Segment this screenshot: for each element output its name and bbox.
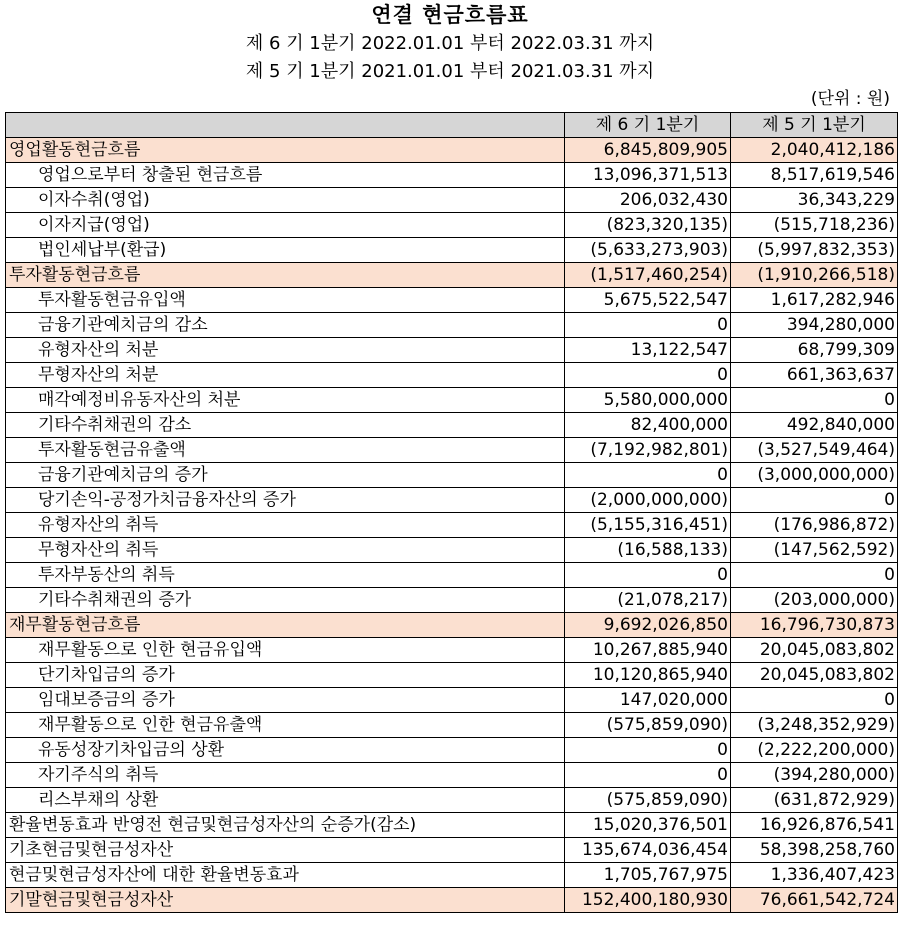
table-row [6, 613, 898, 638]
current-period-amount: 1,705,767,975 [565, 863, 731, 888]
current-period-amount: (16,588,133) [565, 538, 731, 563]
table-row [6, 413, 898, 438]
table-row [6, 388, 898, 413]
prior-period-amount: 492,840,000 [731, 413, 898, 438]
row-label: 금융기관예치금의 감소 [6, 313, 565, 338]
table-row [6, 638, 898, 663]
table-row [6, 288, 898, 313]
prior-period-amount: 8,517,619,546 [731, 163, 898, 188]
prior-period-amount: 16,926,876,541 [731, 813, 898, 838]
table-row [6, 488, 898, 513]
row-label: 재무활동으로 인한 현금유출액 [6, 713, 565, 738]
table-row [6, 338, 898, 363]
row-label: 투자활동현금흐름 [6, 263, 565, 288]
row-label: 무형자산의 취득 [6, 538, 565, 563]
prior-period-amount: 68,799,309 [731, 338, 898, 363]
table-row [6, 363, 898, 388]
cash-flow-table [5, 112, 898, 913]
current-period-amount: (2,000,000,000) [565, 488, 731, 513]
period-current: 제 6 기 1분기 2022.01.01 부터 2022.03.31 까지 [245, 33, 655, 54]
prior-period-amount: (5,997,832,353) [731, 238, 898, 263]
table-row [6, 188, 898, 213]
current-period-amount: 5,580,000,000 [565, 388, 731, 413]
current-period-amount: (575,859,090) [565, 713, 731, 738]
row-label: 영업으로부터 창출된 현금흐름 [6, 163, 565, 188]
current-period-amount: 82,400,000 [565, 413, 731, 438]
current-period-amount: 6,845,809,905 [565, 138, 731, 163]
current-period-amount: 9,692,026,850 [565, 613, 731, 638]
table-row [6, 838, 898, 863]
header-prior-period: 제 5 기 1분기 [731, 113, 898, 138]
table-row [6, 513, 898, 538]
row-label: 유형자산의 처분 [6, 338, 565, 363]
row-label: 기초현금및현금성자산 [6, 838, 565, 863]
table-row [6, 713, 898, 738]
row-label: 이자지급(영업) [6, 213, 565, 238]
prior-period-amount: (176,986,872) [731, 513, 898, 538]
prior-period-amount: 20,045,083,802 [731, 638, 898, 663]
table-row [6, 138, 898, 163]
current-period-amount: 0 [565, 313, 731, 338]
row-label: 유동성장기차입금의 상환 [6, 738, 565, 763]
current-period-amount: (5,633,273,903) [565, 238, 731, 263]
prior-period-amount: 36,343,229 [731, 188, 898, 213]
row-label: 금융기관예치금의 증가 [6, 463, 565, 488]
table-row [6, 463, 898, 488]
table-row [6, 263, 898, 288]
row-label: 이자수취(영업) [6, 188, 565, 213]
table-row [6, 863, 898, 888]
row-label: 유형자산의 취득 [6, 513, 565, 538]
row-label: 재무활동현금흐름 [6, 613, 565, 638]
current-period-amount: 0 [565, 763, 731, 788]
current-period-amount: 0 [565, 463, 731, 488]
table-row [6, 688, 898, 713]
table-row [6, 738, 898, 763]
current-period-amount: (575,859,090) [565, 788, 731, 813]
row-label: 투자활동현금유출액 [6, 438, 565, 463]
current-period-amount: 15,020,376,501 [565, 813, 731, 838]
prior-period-amount: 0 [731, 488, 898, 513]
prior-period-amount: 76,661,542,724 [731, 888, 898, 913]
current-period-amount: 10,120,865,940 [565, 663, 731, 688]
row-label: 기말현금및현금성자산 [6, 888, 565, 913]
table-row [6, 438, 898, 463]
row-label: 매각예정비유동자산의 처분 [6, 388, 565, 413]
table-row [6, 163, 898, 188]
row-label: 법인세납부(환급) [6, 238, 565, 263]
table-row [6, 788, 898, 813]
row-label: 투자활동현금유입액 [6, 288, 565, 313]
table-header-row [6, 113, 898, 138]
row-label: 단기차입금의 증가 [6, 663, 565, 688]
prior-period-amount: 0 [731, 388, 898, 413]
current-period-amount: 206,032,430 [565, 188, 731, 213]
unit-label: (단위 : 원) [810, 89, 890, 109]
row-label: 당기손익-공정가치금융자산의 증가 [6, 488, 565, 513]
prior-period-amount: 0 [731, 563, 898, 588]
prior-period-amount: (515,718,236) [731, 213, 898, 238]
row-label: 리스부채의 상환 [6, 788, 565, 813]
current-period-amount: 13,096,371,513 [565, 163, 731, 188]
row-label: 재무활동으로 인한 현금유입액 [6, 638, 565, 663]
current-period-amount: (823,320,135) [565, 213, 731, 238]
prior-period-amount: (1,910,266,518) [731, 263, 898, 288]
prior-period-amount: (631,872,929) [731, 788, 898, 813]
table-row [6, 538, 898, 563]
prior-period-amount: (3,000,000,000) [731, 463, 898, 488]
row-label: 영업활동현금흐름 [6, 138, 565, 163]
prior-period-amount: 394,280,000 [731, 313, 898, 338]
current-period-amount: (7,192,982,801) [565, 438, 731, 463]
table-body [6, 138, 898, 913]
row-label: 기타수취채권의 감소 [6, 413, 565, 438]
current-period-amount: (1,517,460,254) [565, 263, 731, 288]
prior-period-amount: 20,045,083,802 [731, 663, 898, 688]
current-period-amount: 0 [565, 738, 731, 763]
prior-period-amount: 661,363,637 [731, 363, 898, 388]
table-row [6, 213, 898, 238]
row-label: 무형자산의 처분 [6, 363, 565, 388]
row-label: 임대보증금의 증가 [6, 688, 565, 713]
report-header [0, 0, 900, 86]
row-label: 자기주식의 취득 [6, 763, 565, 788]
prior-period-amount: 2,040,412,186 [731, 138, 898, 163]
current-period-amount: 0 [565, 363, 731, 388]
prior-period-amount: 16,796,730,873 [731, 613, 898, 638]
table-row [6, 563, 898, 588]
prior-period-amount: (3,527,549,464) [731, 438, 898, 463]
prior-period-amount: 1,617,282,946 [731, 288, 898, 313]
current-period-amount: 10,267,885,940 [565, 638, 731, 663]
table-row [6, 238, 898, 263]
row-label: 환율변동효과 반영전 현금및현금성자산의 순증가(감소) [6, 813, 565, 838]
current-period-amount: 147,020,000 [565, 688, 731, 713]
period-prior: 제 5 기 1분기 2021.01.01 부터 2021.03.31 까지 [245, 61, 655, 82]
header-current-period: 제 6 기 1분기 [565, 113, 731, 138]
table-row [6, 888, 898, 913]
row-label: 현금및현금성자산에 대한 환율변동효과 [6, 863, 565, 888]
current-period-amount: (21,078,217) [565, 588, 731, 613]
table-row [6, 813, 898, 838]
table-row [6, 588, 898, 613]
report-title: 연결 현금흐름표 [371, 3, 529, 27]
row-label: 투자부동산의 취득 [6, 563, 565, 588]
current-period-amount: 13,122,547 [565, 338, 731, 363]
current-period-amount: 152,400,180,930 [565, 888, 731, 913]
table-row [6, 313, 898, 338]
prior-period-amount: (203,000,000) [731, 588, 898, 613]
prior-period-amount: (394,280,000) [731, 763, 898, 788]
current-period-amount: 135,674,036,454 [565, 838, 731, 863]
prior-period-amount: 0 [731, 688, 898, 713]
prior-period-amount: 58,398,258,760 [731, 838, 898, 863]
prior-period-amount: 1,336,407,423 [731, 863, 898, 888]
prior-period-amount: (147,562,592) [731, 538, 898, 563]
prior-period-amount: (2,222,200,000) [731, 738, 898, 763]
table-row [6, 663, 898, 688]
current-period-amount: 0 [565, 563, 731, 588]
current-period-amount: 5,675,522,547 [565, 288, 731, 313]
current-period-amount: (5,155,316,451) [565, 513, 731, 538]
header-label-column [6, 113, 565, 138]
row-label: 기타수취채권의 증가 [6, 588, 565, 613]
table-row [6, 763, 898, 788]
prior-period-amount: (3,248,352,929) [731, 713, 898, 738]
